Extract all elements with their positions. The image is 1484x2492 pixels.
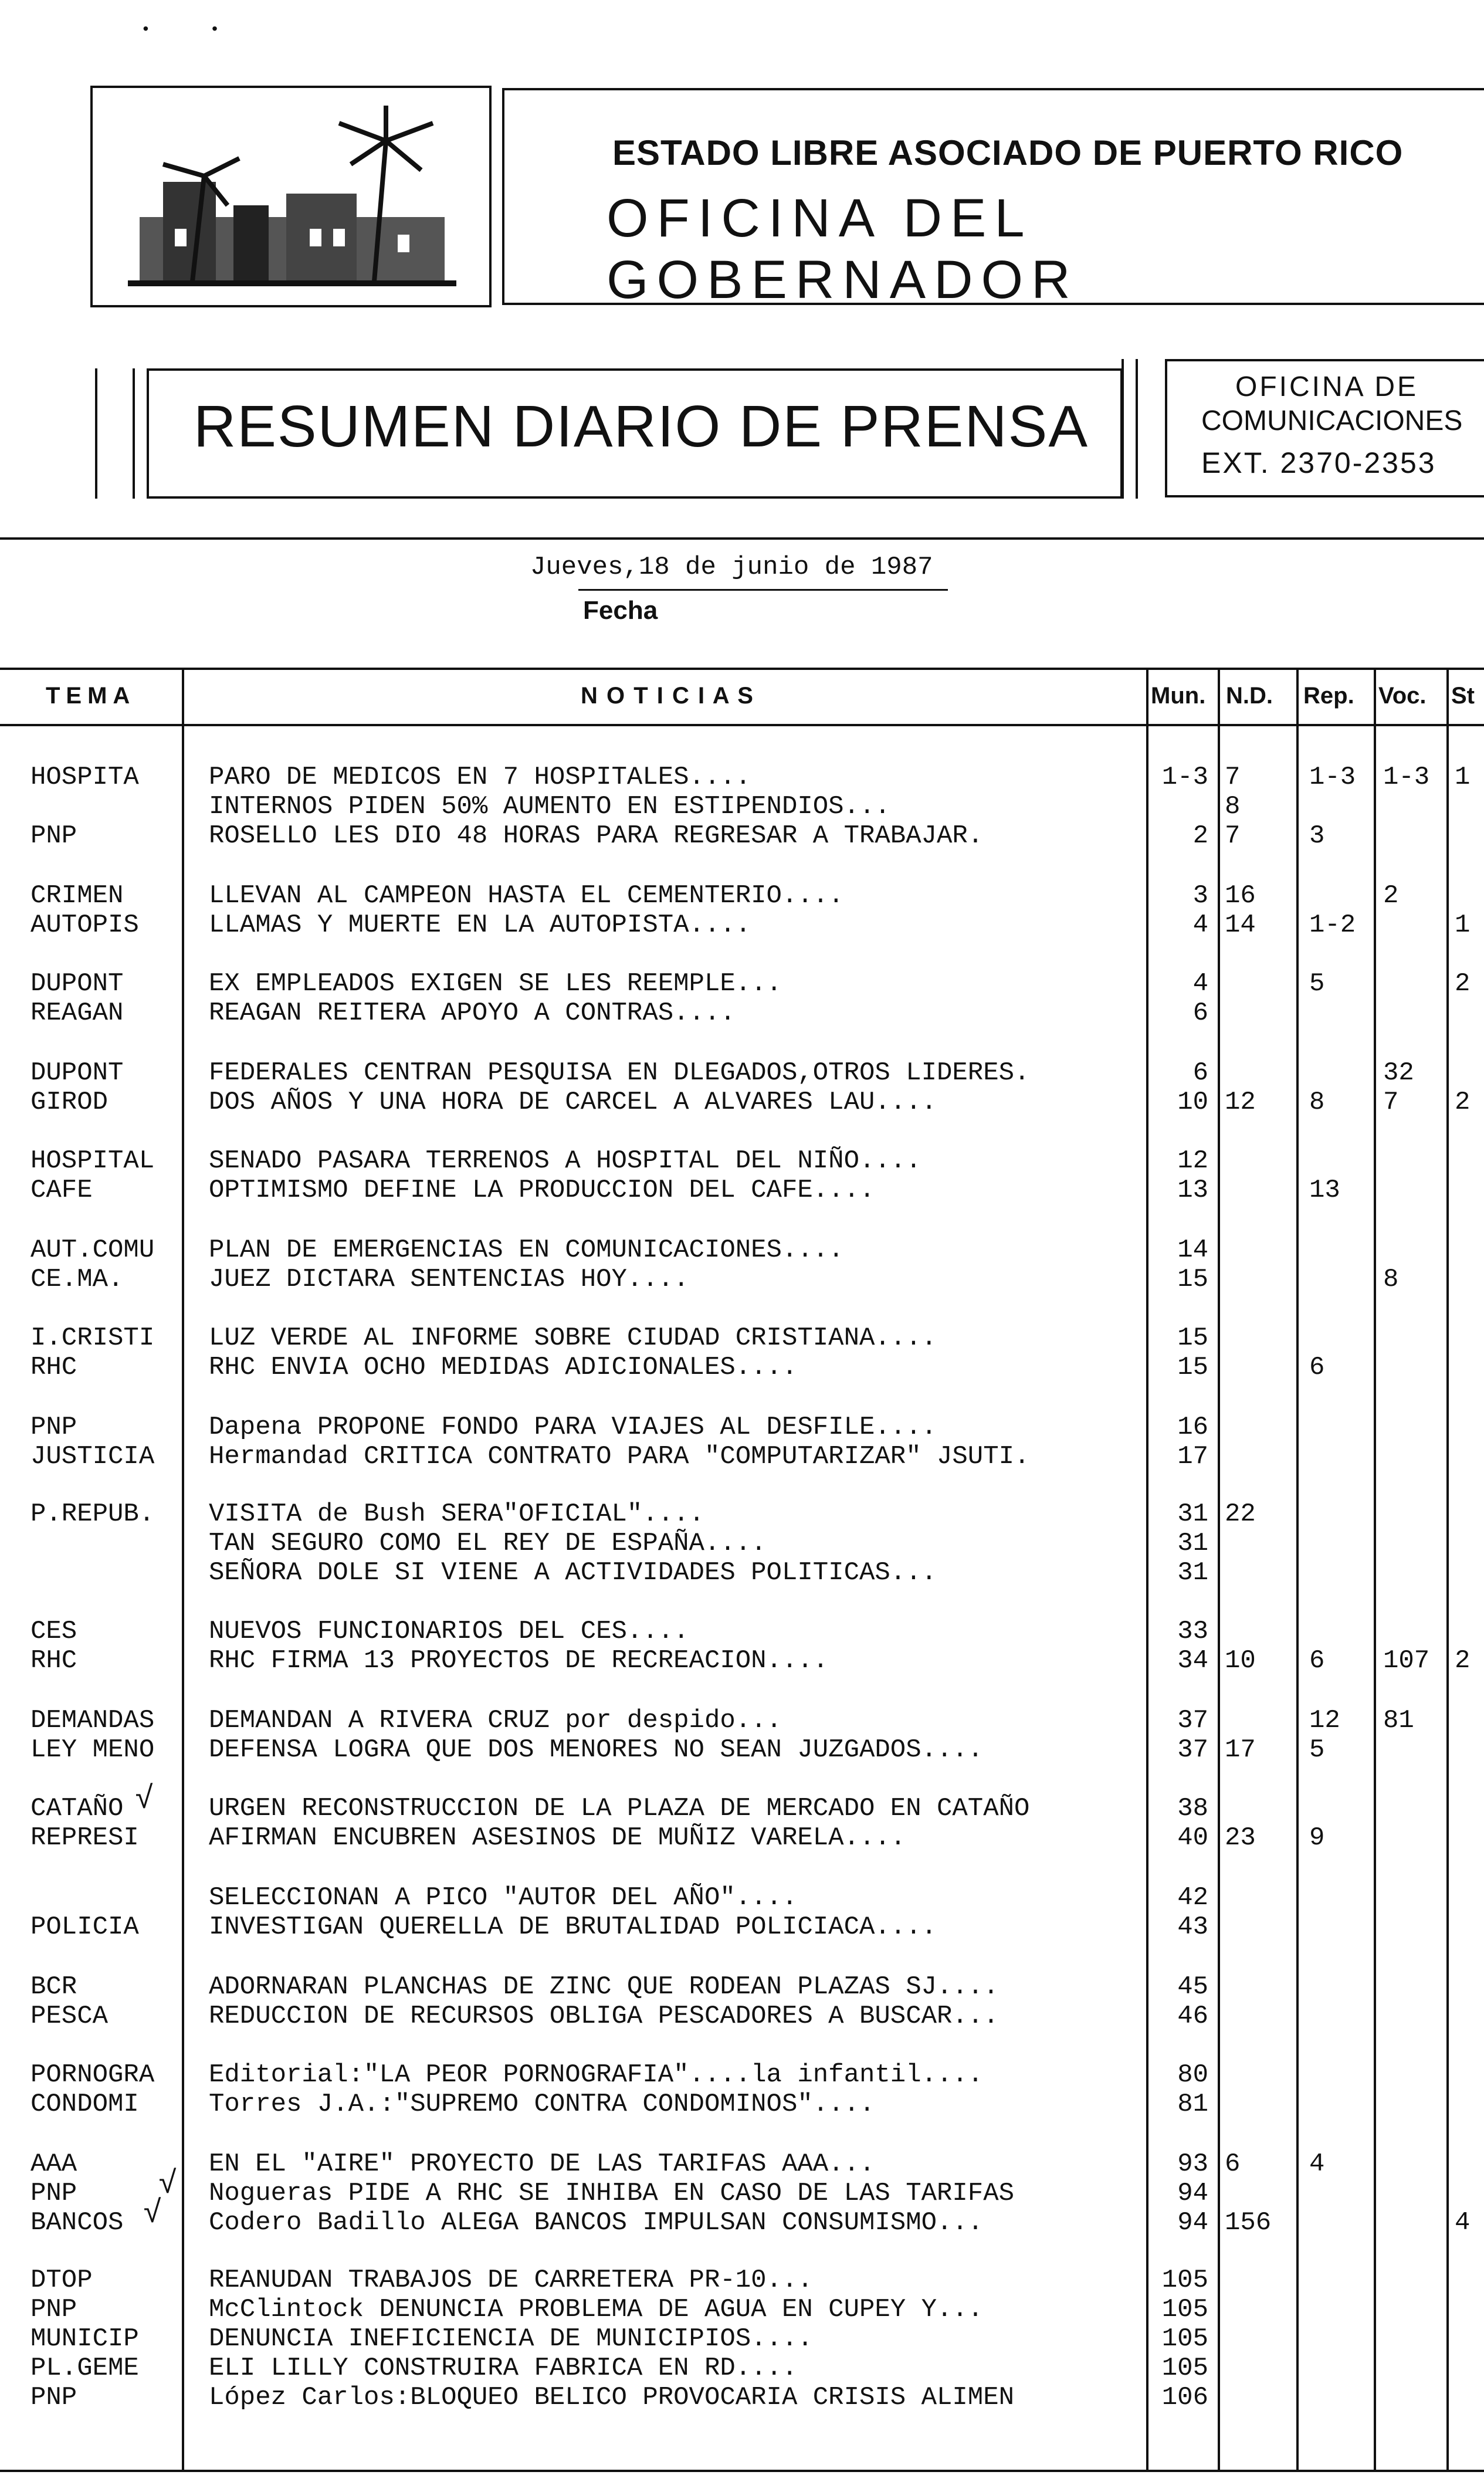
row-tema-cell: PORNOGRA <box>31 2060 155 2090</box>
row-mun-cell: 38 <box>1177 1794 1208 1823</box>
row-tema-cell: HOSPITAL <box>31 1146 155 1176</box>
row-nd-cell: 7 <box>1225 763 1241 792</box>
row-nd-cell: 8 <box>1225 792 1241 821</box>
row-rep-cell: 6 <box>1309 1646 1325 1675</box>
row-mun-cell: 45 <box>1177 1972 1208 2002</box>
row-noticia-cell: Hermandad CRITICA CONTRATO PARA "COMPUTARIZAR" JSUTI. <box>209 1442 1030 1471</box>
date-value: Jueves,18 de junio de 1987 <box>530 553 933 582</box>
row-mun-cell: 33 <box>1177 1617 1208 1646</box>
row-tema-cell: RHC <box>31 1353 77 1382</box>
building-with-palm-trees-icon <box>93 88 489 305</box>
row-nd-cell: 22 <box>1225 1499 1256 1529</box>
row-mun-cell: 13 <box>1177 1176 1208 1205</box>
row-nd-cell: 10 <box>1225 1646 1256 1675</box>
row-tema-cell: CONDOMI <box>31 2090 139 2119</box>
comm-ext: EXT. 2370-2353 <box>1201 446 1436 479</box>
row-mun-cell: 1-3 <box>1161 763 1208 792</box>
row-mun-cell: 93 <box>1177 2149 1208 2179</box>
row-mun-cell: 46 <box>1177 2002 1208 2031</box>
logo-box <box>90 86 492 307</box>
row-tema-cell: JUSTICIA <box>31 1442 155 1471</box>
row-mun-cell: 15 <box>1177 1353 1208 1382</box>
row-mun-cell: 105 <box>1161 2266 1208 2295</box>
row-tema-cell: GIROD <box>31 1088 109 1117</box>
row-mun-cell: 15 <box>1177 1265 1208 1294</box>
row-noticia-cell: DEFENSA LOGRA QUE DOS MENORES NO SEAN JUZGADOS.... <box>209 1735 984 1765</box>
checkmark-icon: √ <box>135 1782 154 1818</box>
row-mun-cell: 31 <box>1177 1558 1208 1587</box>
col-divider-voc <box>1374 668 1376 2470</box>
row-mun-cell: 2 <box>1192 821 1208 851</box>
row-mun-cell: 94 <box>1177 2179 1208 2208</box>
row-tema-cell: DEMANDAS <box>31 1706 155 1735</box>
row-mun-cell: 40 <box>1177 1823 1208 1853</box>
row-mun-cell: 94 <box>1177 2208 1208 2237</box>
checkmark-icon: √ <box>158 2167 178 2203</box>
row-nd-cell: 23 <box>1225 1823 1256 1853</box>
comm-line-2: COMUNICACIONES <box>1201 405 1463 436</box>
row-mun-cell: 3 <box>1192 881 1208 910</box>
row-tema-cell: PNP <box>31 821 77 851</box>
banner-rule-right-2 <box>1136 359 1138 499</box>
row-mun-cell: 17 <box>1177 1442 1208 1471</box>
row-noticia-cell: ADORNARAN PLANCHAS DE ZINC QUE RODEAN PLAZAS SJ.... <box>209 1972 999 2002</box>
row-noticia-cell: REAGAN REITERA APOYO A CONTRAS.... <box>209 998 736 1028</box>
row-tema-cell: CRIMEN <box>31 881 124 910</box>
row-mun-cell: 105 <box>1161 2354 1208 2383</box>
header-noticias: N O T I C I A S <box>581 683 754 709</box>
row-rep-cell: 3 <box>1309 821 1325 851</box>
row-noticia-cell: LUZ VERDE AL INFORME SOBRE CIUDAD CRISTIANA.... <box>209 1323 937 1353</box>
row-noticia-cell: Torres J.A.:"SUPREMO CONTRA CONDOMINOS".... <box>209 2090 875 2119</box>
row-mun-cell: 34 <box>1177 1646 1208 1675</box>
date-label: Fecha <box>583 596 658 625</box>
row-tema-cell: BANCOS <box>31 2208 124 2237</box>
row-st-cell: 2 <box>1455 1646 1471 1675</box>
row-mun-cell: 14 <box>1177 1235 1208 1265</box>
row-noticia-cell: DOS AÑOS Y UNA HORA DE CARCEL A ALVARES LAU.... <box>209 1088 937 1117</box>
row-mun-cell: 4 <box>1192 910 1208 940</box>
row-noticia-cell: López Carlos:BLOQUEO BELICO PROVOCARIA CRISIS ALIMEN <box>209 2383 1015 2412</box>
row-mun-cell: 37 <box>1177 1706 1208 1735</box>
row-tema-cell: DUPONT <box>31 1058 124 1088</box>
table-header-rule <box>0 724 1484 726</box>
header-tema: TEMA <box>46 683 136 709</box>
row-tema-cell: BCR <box>31 1972 77 2002</box>
banner-rule-left-2 <box>133 368 135 499</box>
row-noticia-cell: REDUCCION DE RECURSOS OBLIGA PESCADORES A BUSCAR... <box>209 2002 999 2031</box>
row-mun-cell: 43 <box>1177 1912 1208 1942</box>
row-noticia-cell: JUEZ DICTARA SENTENCIAS HOY.... <box>209 1265 689 1294</box>
row-voc-cell: 81 <box>1383 1706 1414 1735</box>
row-mun-cell: 6 <box>1192 1058 1208 1088</box>
row-nd-cell: 14 <box>1225 910 1256 940</box>
row-voc-cell: 1-3 <box>1383 763 1430 792</box>
row-mun-cell: 42 <box>1177 1883 1208 1912</box>
row-mun-cell: 15 <box>1177 1323 1208 1353</box>
row-tema-cell: AAA <box>31 2149 77 2179</box>
date-underline <box>578 589 948 591</box>
row-voc-cell: 7 <box>1383 1088 1399 1117</box>
row-tema-cell: CE.MA. <box>31 1265 124 1294</box>
row-noticia-cell: McClintock DENUNCIA PROBLEMA DE AGUA EN CUPEY Y... <box>209 2295 984 2324</box>
row-nd-cell: 16 <box>1225 881 1256 910</box>
header-nd: N.D. <box>1226 683 1273 709</box>
row-tema-cell: PNP <box>31 2383 77 2412</box>
checkmark-icon: √ <box>143 2196 162 2232</box>
row-noticia-cell: ELI LILLY CONSTRUIRA FABRICA EN RD.... <box>209 2354 798 2383</box>
col-divider-tema <box>182 668 184 2470</box>
row-noticia-cell: DEMANDAN A RIVERA CRUZ por despido... <box>209 1706 782 1735</box>
row-tema-cell: DTOP <box>31 2266 93 2295</box>
row-tema-cell: AUTOPIS <box>31 910 139 940</box>
row-tema-cell: DUPONT <box>31 969 124 998</box>
row-noticia-cell: SELECCIONAN A PICO "AUTOR DEL AÑO".... <box>209 1883 798 1912</box>
row-mun-cell: 106 <box>1161 2383 1208 2412</box>
row-tema-cell: CES <box>31 1617 77 1646</box>
row-rep-cell: 5 <box>1309 969 1325 998</box>
header-separator <box>0 537 1484 540</box>
row-noticia-cell: LLEVAN AL CAMPEON HASTA EL CEMENTERIO.... <box>209 881 844 910</box>
row-mun-cell: 31 <box>1177 1499 1208 1529</box>
row-mun-cell: 31 <box>1177 1529 1208 1558</box>
row-tema-cell: PL.GEME <box>31 2354 139 2383</box>
banner-rule-left-1 <box>95 368 97 499</box>
row-tema-cell: HOSPITA <box>31 763 139 792</box>
row-noticia-cell: LLAMAS Y MUERTE EN LA AUTOPISTA.... <box>209 910 751 940</box>
row-tema-cell: PNP <box>31 2179 77 2208</box>
header-mun: Mun. <box>1151 683 1206 709</box>
row-tema-cell: CATAÑO <box>31 1794 124 1823</box>
row-mun-cell: 4 <box>1192 969 1208 998</box>
row-noticia-cell: RHC ENVIA OCHO MEDIDAS ADICIONALES.... <box>209 1353 798 1382</box>
table-bottom-rule <box>0 2470 1484 2472</box>
row-mun-cell: 16 <box>1177 1413 1208 1442</box>
row-voc-cell: 32 <box>1383 1058 1414 1088</box>
row-noticia-cell: Codero Badillo ALEGA BANCOS IMPULSAN CONSUMISMO... <box>209 2208 984 2237</box>
row-voc-cell: 8 <box>1383 1265 1399 1294</box>
row-tema-cell: REAGAN <box>31 998 124 1028</box>
row-rep-cell: 8 <box>1309 1088 1325 1117</box>
row-rep-cell: 5 <box>1309 1735 1325 1765</box>
scan-specks: • • <box>141 21 220 39</box>
row-tema-cell: AUT.COMU <box>31 1235 155 1265</box>
row-mun-cell: 105 <box>1161 2295 1208 2324</box>
comm-line-1: OFICINA DE <box>1235 371 1419 402</box>
row-tema-cell: REPRESI <box>31 1823 139 1853</box>
row-st-cell: 1 <box>1455 910 1471 940</box>
country-line: ESTADO LIBRE ASOCIADO DE PUERTO RICO <box>612 133 1404 172</box>
row-mun-cell: 37 <box>1177 1735 1208 1765</box>
row-noticia-cell: VISITA de Bush SERA"OFICIAL".... <box>209 1499 704 1529</box>
row-st-cell: 2 <box>1455 969 1471 998</box>
row-noticia-cell: PARO DE MEDICOS EN 7 HOSPITALES.... <box>209 763 751 792</box>
row-tema-cell: PESCA <box>31 2002 109 2031</box>
header-st: St <box>1451 683 1475 709</box>
row-st-cell: 4 <box>1455 2208 1471 2237</box>
row-noticia-cell: DENUNCIA INEFICIENCIA DE MUNICIPIOS.... <box>209 2324 813 2354</box>
row-mun-cell: 6 <box>1192 998 1208 1028</box>
row-noticia-cell: RHC FIRMA 13 PROYECTOS DE RECREACION.... <box>209 1646 829 1675</box>
row-tema-cell: PNP <box>31 2295 77 2324</box>
header-rep: Rep. <box>1303 683 1354 709</box>
row-tema-cell: I.CRISTI <box>31 1323 155 1353</box>
row-mun-cell: 10 <box>1177 1088 1208 1117</box>
row-tema-cell: POLICIA <box>31 1912 139 1942</box>
row-noticia-cell: INVESTIGAN QUERELLA DE BRUTALIDAD POLICIACA.... <box>209 1912 937 1942</box>
row-nd-cell: 7 <box>1225 821 1241 851</box>
row-noticia-cell: AFIRMAN ENCUBREN ASESINOS DE MUÑIZ VARELA.... <box>209 1823 906 1853</box>
row-rep-cell: 4 <box>1309 2149 1325 2179</box>
row-nd-cell: 6 <box>1225 2149 1241 2179</box>
row-noticia-cell: FEDERALES CENTRAN PESQUISA EN DLEGADOS,OTROS LIDERES. <box>209 1058 1030 1088</box>
row-noticia-cell: TAN SEGURO COMO EL REY DE ESPAÑA.... <box>209 1529 767 1558</box>
banner-title: RESUMEN DIARIO DE PRENSA <box>194 394 1089 459</box>
row-tema-cell: MUNICIP <box>31 2324 139 2354</box>
row-noticia-cell: Dapena PROPONE FONDO PARA VIAJES AL DESFILE.... <box>209 1413 937 1442</box>
row-tema-cell: RHC <box>31 1646 77 1675</box>
row-tema-cell: PNP <box>31 1413 77 1442</box>
row-voc-cell: 2 <box>1383 881 1399 910</box>
row-rep-cell: 6 <box>1309 1353 1325 1382</box>
row-nd-cell: 156 <box>1225 2208 1272 2237</box>
col-divider-nd <box>1218 668 1220 2470</box>
row-noticia-cell: Nogueras PIDE A RHC SE INHIBA EN CASO DE LAS TARIFAS <box>209 2179 1015 2208</box>
row-noticia-cell: REANUDAN TRABAJOS DE CARRETERA PR-10... <box>209 2266 813 2295</box>
row-noticia-cell: EN EL "AIRE" PROYECTO DE LAS TARIFAS AAA... <box>209 2149 875 2179</box>
row-mun-cell: 81 <box>1177 2090 1208 2119</box>
row-noticia-cell: URGEN RECONSTRUCCION DE LA PLAZA DE MERCADO EN CATAÑO <box>209 1794 1030 1823</box>
row-noticia-cell: PLAN DE EMERGENCIAS EN COMUNICACIONES.... <box>209 1235 844 1265</box>
col-divider-st <box>1446 668 1449 2470</box>
row-st-cell: 2 <box>1455 1088 1471 1117</box>
office-line: OFICINA DEL GOBERNADOR <box>607 188 1079 310</box>
row-noticia-cell: INTERNOS PIDEN 50% AUMENTO EN ESTIPENDIOS... <box>209 792 890 821</box>
row-tema-cell: LEY MENO <box>31 1735 155 1765</box>
row-noticia-cell: SEÑORA DOLE SI VIENE A ACTIVIDADES POLITICAS... <box>209 1558 937 1587</box>
row-tema-cell: CAFE <box>31 1176 93 1205</box>
row-mun-cell: 80 <box>1177 2060 1208 2090</box>
row-noticia-cell: ROSELLO LES DIO 48 HORAS PARA REGRESAR A TRABAJAR. <box>209 821 984 851</box>
row-nd-cell: 12 <box>1225 1088 1256 1117</box>
row-noticia-cell: EX EMPLEADOS EXIGEN SE LES REEMPLE... <box>209 969 782 998</box>
row-tema-cell: P.REPUB. <box>31 1499 155 1529</box>
row-rep-cell: 13 <box>1309 1176 1340 1205</box>
row-rep-cell: 1-3 <box>1309 763 1356 792</box>
row-rep-cell: 1-2 <box>1309 910 1356 940</box>
header-voc: Voc. <box>1378 683 1427 709</box>
row-rep-cell: 12 <box>1309 1706 1340 1735</box>
row-nd-cell: 17 <box>1225 1735 1256 1765</box>
banner-rule-right-1 <box>1122 359 1124 499</box>
table-top-rule <box>0 668 1484 670</box>
row-mun-cell: 12 <box>1177 1146 1208 1176</box>
row-rep-cell: 9 <box>1309 1823 1325 1853</box>
row-noticia-cell: OPTIMISMO DEFINE LA PRODUCCION DEL CAFE.... <box>209 1176 875 1205</box>
row-st-cell: 1 <box>1455 763 1471 792</box>
row-noticia-cell: Editorial:"LA PEOR PORNOGRAFIA"....la infantil.... <box>209 2060 984 2090</box>
row-voc-cell: 107 <box>1383 1646 1430 1675</box>
row-mun-cell: 105 <box>1161 2324 1208 2354</box>
row-noticia-cell: SENADO PASARA TERRENOS A HOSPITAL DEL NIÑO.... <box>209 1146 921 1176</box>
row-noticia-cell: NUEVOS FUNCIONARIOS DEL CES.... <box>209 1617 689 1646</box>
